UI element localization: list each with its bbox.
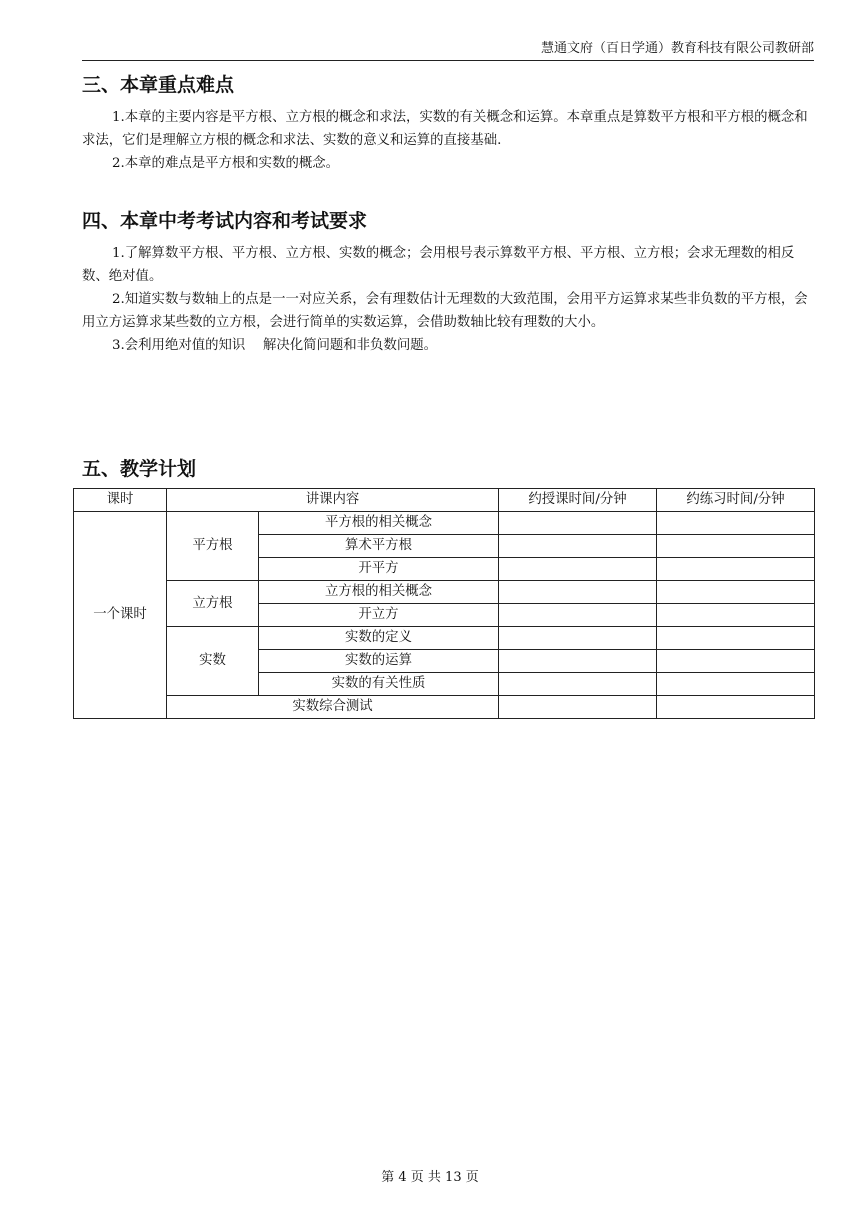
lecture-time-cell xyxy=(499,535,657,558)
practice-time-cell xyxy=(657,696,815,719)
section3-item: 1.本章的主要内容是平方根、立方根的概念和求法，实数的有关概念和运算。本章重点是算数平方根和平方根的概念和求法，它们是理解立方根的概念和求法、实数的意义和运算的直接基础. xyxy=(82,110,808,148)
lecture-time-cell xyxy=(499,558,657,581)
topic-cell: 算术平方根 xyxy=(259,535,499,558)
period-cell: 一个课时 xyxy=(74,512,167,719)
section4-item: 1.了解算数平方根、平方根、立方根、实数的概念；会用根号表示算数平方根、平方根、立方根；会求无理数的相反数、绝对值。 xyxy=(82,246,795,284)
practice-time-cell xyxy=(657,673,815,696)
lecture-time-cell xyxy=(499,696,657,719)
practice-time-cell xyxy=(657,627,815,650)
group-cell: 实数 xyxy=(167,627,259,696)
practice-time-cell xyxy=(657,650,815,673)
topic-cell: 实数的有关性质 xyxy=(259,673,499,696)
header-org: 慧通文府（百日学通）教育科技有限公司教研部 xyxy=(540,41,814,56)
table-row xyxy=(74,512,815,535)
group-cell: 平方根 xyxy=(167,512,259,581)
section5-title: 五、教学计划 xyxy=(82,458,197,480)
practice-time-cell xyxy=(657,604,815,627)
lecture-time-cell xyxy=(499,650,657,673)
section4-item: 2.知道实数与数轴上的点是一一对应关系，会有理数估计无理数的大致范围，会用平方运算求某些非负数的平方根，会用立方运算求某些数的立方根，会进行简单的实数运算，会借助数轴比较有理数的大小。 xyxy=(82,292,808,330)
section3-body xyxy=(82,106,812,175)
topic-cell: 立方根的相关概念 xyxy=(259,581,499,604)
header-cell-practice-time: 约练习时间/分钟 xyxy=(657,489,815,512)
practice-time-cell xyxy=(657,512,815,535)
section3-title: 三、本章重点难点 xyxy=(82,74,235,96)
topic-cell: 平方根的相关概念 xyxy=(259,512,499,535)
section4-body xyxy=(82,242,812,357)
lecture-time-cell xyxy=(499,627,657,650)
table-header-row xyxy=(74,489,815,512)
topic-cell: 开立方 xyxy=(259,604,499,627)
practice-time-cell xyxy=(657,535,815,558)
section3-item: 2.本章的难点是平方根和实数的概念。 xyxy=(112,156,340,171)
page-number: 第 4 页 共 13 页 xyxy=(381,1170,479,1185)
topic-cell: 开平方 xyxy=(259,558,499,581)
topic-cell: 实数的定义 xyxy=(259,627,499,650)
lecture-time-cell xyxy=(499,604,657,627)
header-cell-content: 讲课内容 xyxy=(167,489,499,512)
group-cell: 立方根 xyxy=(167,581,259,627)
table-row xyxy=(74,627,815,650)
lecture-time-cell xyxy=(499,581,657,604)
lecture-time-cell xyxy=(499,512,657,535)
topic-cell: 实数的运算 xyxy=(259,650,499,673)
page-header xyxy=(82,38,814,61)
table-row xyxy=(74,696,815,719)
page-footer xyxy=(0,1166,860,1185)
practice-time-cell xyxy=(657,581,815,604)
practice-time-cell xyxy=(657,558,815,581)
table-row xyxy=(74,581,815,604)
section4-title: 四、本章中考考试内容和考试要求 xyxy=(82,210,368,232)
teaching-plan-table xyxy=(73,488,815,719)
final-test-cell: 实数综合测试 xyxy=(167,696,499,719)
header-cell-period: 课时 xyxy=(74,489,167,512)
lecture-time-cell xyxy=(499,673,657,696)
header-cell-lecture-time: 约授课时间/分钟 xyxy=(499,489,657,512)
section4-item: 3.会利用绝对值的知识 解决化简问题和非负数问题。 xyxy=(112,338,438,353)
